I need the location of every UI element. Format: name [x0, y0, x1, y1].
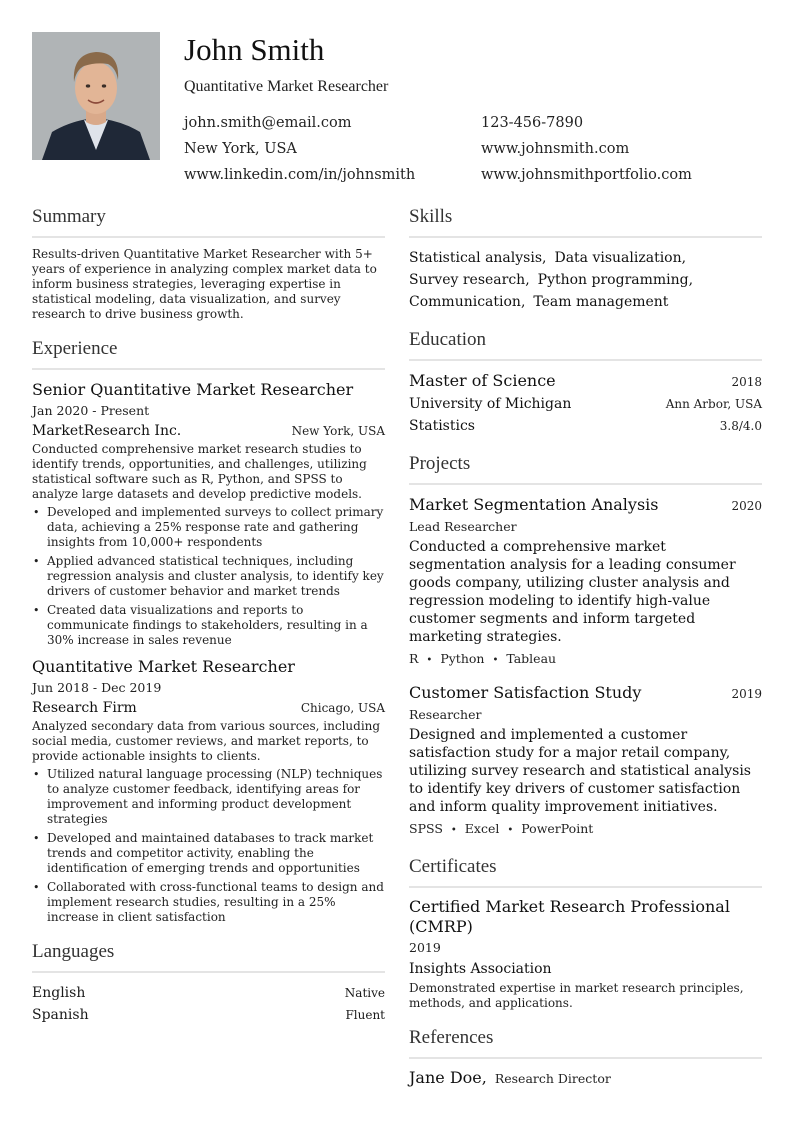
- tag-separator-icon: •: [507, 825, 514, 836]
- projects-heading: Projects: [409, 453, 762, 485]
- contact-email[interactable]: john.smith@email.com: [184, 115, 352, 131]
- project-header: [409, 494, 762, 517]
- job-bullet: • Developed and maintained databases to track market trends and competitor activity, enabling the identification of emerging trends and opportunities: [32, 831, 385, 876]
- education-degree-row: [409, 370, 762, 393]
- project-tags: [409, 650, 762, 670]
- project-tags: [409, 820, 762, 840]
- project-tag: Tableau: [506, 651, 557, 666]
- job-bullet: • Created data visualizations and reports to communicate findings to stakeholders, resulting in a 30% increase in sales revenue: [32, 603, 385, 648]
- project-header: [409, 682, 762, 705]
- certificates-section: [409, 856, 762, 1011]
- education-school: University of Michigan: [409, 396, 572, 412]
- project-tag: Python: [440, 651, 485, 666]
- languages-section: [32, 941, 385, 1026]
- references-heading: References: [409, 1027, 762, 1059]
- job-location: New York, USA: [291, 424, 385, 438]
- job-company: Research Firm: [32, 700, 137, 716]
- experience-heading: Experience: [32, 338, 385, 370]
- job-location: Chicago, USA: [300, 701, 385, 715]
- contact-location: New York, USA: [184, 141, 297, 157]
- candidate-name: John Smith: [184, 32, 325, 67]
- profile-photo: [32, 32, 160, 160]
- project-tag: Excel: [464, 821, 500, 836]
- language-level: Native: [344, 986, 385, 1000]
- candidate-title: Quantitative Market Researcher: [184, 78, 389, 95]
- job-bullet: • Applied advanced statistical techniques, including regression analysis and cluster analysis, to identify key drivers of customer behavior and market trends: [32, 554, 385, 599]
- summary-text: Results-driven Quantitative Market Researcher with 5+ years of experience in analyzing complex market data to inform business strategies, leveraging expertise in statistical modeling, data visualization, and survey research to drive business growth.: [32, 247, 377, 321]
- profile-photo-image: [32, 32, 160, 160]
- job-company-row: [32, 420, 385, 442]
- job-bullet: • Developed and implemented surveys to collect primary data, achieving a 25% response rate and gathering insights from 10,000+ respondents: [32, 505, 385, 550]
- job-dates: Jun 2018 - Dec 2019: [32, 680, 162, 695]
- job-bullets: [32, 767, 385, 925]
- job-description: Analyzed secondary data from various sources, including social media, customer reviews, and market reports, to provide actionable insights to clients.: [32, 719, 381, 763]
- project-description: Conducted a comprehensive market segmentation analysis for a leading consumer goods company, utilizing cluster analysis and regression modeling to identify high-value customer segments and inform targeted marketing strategies.: [409, 539, 736, 645]
- education-heading: Education: [409, 329, 762, 361]
- project-description: Designed and implemented a customer satisfaction study for a major retail company, utilizing survey research and statistical analysis to identify key drivers of customer satisfaction and inform quality improvement initiatives.: [409, 727, 751, 815]
- reference-role: Research Director: [494, 1071, 611, 1086]
- experience-section: [32, 338, 385, 925]
- education-school-row: [409, 393, 762, 415]
- job-entry: [32, 379, 385, 648]
- language-name: Spanish: [32, 1007, 89, 1023]
- project-entry: [409, 494, 762, 670]
- skills-list: [409, 247, 739, 313]
- job-bullets: [32, 505, 385, 648]
- education-degree: Master of Science: [409, 371, 556, 390]
- education-section: [409, 329, 762, 437]
- skill-item: Team management: [533, 294, 669, 310]
- contact-website[interactable]: www.johnsmith.com: [481, 141, 630, 157]
- skills-section: [409, 206, 762, 313]
- contact-linkedin[interactable]: www.linkedin.com/in/johnsmith: [184, 167, 416, 183]
- project-year: 2019: [731, 687, 762, 701]
- references-section: [409, 1027, 762, 1087]
- project-name: Customer Satisfaction Study: [409, 683, 642, 702]
- skills-heading: Skills: [409, 206, 762, 238]
- contact-left: [184, 110, 415, 188]
- skill-item: Communication,: [409, 294, 526, 310]
- skill-item: Data visualization,: [554, 250, 687, 266]
- job-title: Quantitative Market Researcher: [32, 657, 295, 676]
- education-year: 2018: [731, 375, 762, 389]
- right-column: [409, 206, 762, 1087]
- certificate-year: 2019: [409, 940, 441, 955]
- job-bullet: • Utilized natural language processing (NLP) techniques to analyze customer feedback, identifying areas for improvement and informing product development strategies: [32, 767, 385, 827]
- certificate-description: Demonstrated expertise in market research principles, methods, and applications.: [409, 981, 744, 1010]
- project-role: Researcher: [409, 707, 482, 722]
- education-gpa: 3.8/4.0: [719, 419, 762, 433]
- languages-heading: Languages: [32, 941, 385, 973]
- summary-heading: Summary: [32, 206, 385, 238]
- language-name: English: [32, 985, 86, 1001]
- certificate-name: Certified Market Research Professional (CMRP): [409, 897, 730, 936]
- education-field: Statistics: [409, 418, 475, 434]
- reference-row: [409, 1068, 762, 1087]
- contact-phone[interactable]: 123-456-7890: [481, 115, 584, 131]
- job-entry: [32, 656, 385, 925]
- project-entry: [409, 682, 762, 840]
- projects-section: [409, 453, 762, 840]
- job-title: Senior Quantitative Market Researcher: [32, 380, 354, 399]
- reference-name: Jane Doe,: [409, 1068, 487, 1087]
- certificate-org: Insights Association: [409, 961, 552, 977]
- contact-portfolio[interactable]: www.johnsmithportfolio.com: [481, 167, 692, 183]
- summary-section: [32, 206, 385, 322]
- skill-item: Python programming,: [537, 272, 694, 288]
- job-company: MarketResearch Inc.: [32, 423, 182, 439]
- left-column: [32, 206, 385, 1026]
- skill-item: Statistical analysis,: [409, 250, 547, 266]
- education-location: Ann Arbor, USA: [665, 397, 762, 411]
- contact-right: [481, 110, 692, 188]
- tag-separator-icon: •: [426, 655, 433, 666]
- job-company-row: [32, 697, 385, 719]
- job-description: Conducted comprehensive market research studies to identify trends, opportunities, and challenges, utilizing statistical software such as R, Python, and SPSS to analyze large datasets and develop predictive models.: [32, 442, 367, 501]
- language-level: Fluent: [345, 1008, 385, 1022]
- language-row: [32, 982, 385, 1004]
- project-tag: PowerPoint: [521, 821, 594, 836]
- project-name: Market Segmentation Analysis: [409, 495, 659, 514]
- project-tag: SPSS: [409, 821, 443, 836]
- tag-separator-icon: •: [450, 825, 457, 836]
- certificates-heading: Certificates: [409, 856, 762, 888]
- job-bullet: • Collaborated with cross-functional teams to design and implement research studies, resulting in a 25% increase in client satisfaction: [32, 880, 385, 925]
- skill-item: Survey research,: [409, 272, 530, 288]
- education-field-row: [409, 415, 762, 437]
- project-tag: R: [409, 651, 419, 666]
- project-role: Lead Researcher: [409, 519, 517, 534]
- job-dates: Jan 2020 - Present: [32, 403, 150, 418]
- language-row: [32, 1004, 385, 1026]
- project-year: 2020: [731, 499, 762, 513]
- tag-separator-icon: •: [492, 655, 499, 666]
